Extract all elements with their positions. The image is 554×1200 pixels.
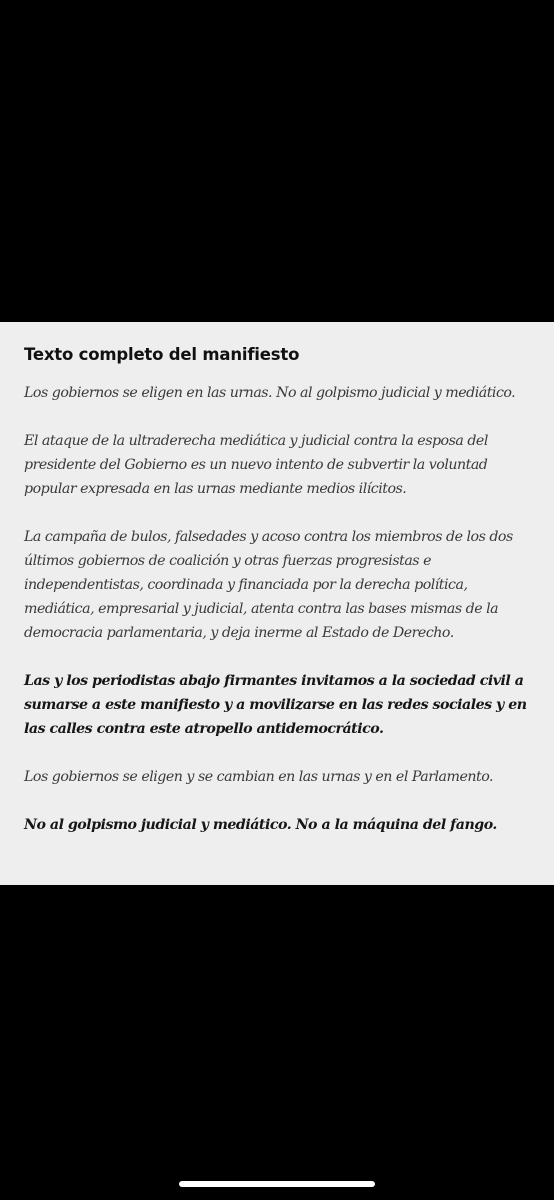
paragraph-5 bbox=[24, 765, 530, 789]
paragraph-1 bbox=[24, 381, 530, 405]
paragraph-6-closing bbox=[24, 813, 530, 837]
paragraph-4-call-to-action bbox=[24, 669, 530, 741]
paragraph-line: las calles contra este atropello antidemocrático. bbox=[24, 721, 384, 737]
paragraph-line: sumarse a este manifiesto y a movilizarse en las redes sociales y en bbox=[24, 697, 527, 713]
paragraph-line: Los gobiernos se eligen y se cambian en las urnas y en el Parlamento. bbox=[24, 769, 494, 785]
paragraph-line: No al golpismo judicial y mediático. No a la máquina del fango. bbox=[24, 817, 497, 833]
paragraph-line: El ataque de la ultraderecha mediática y judicial contra la esposa del bbox=[24, 433, 488, 449]
paragraph-line: independentistas, coordinada y financiada por la derecha política, bbox=[24, 577, 468, 593]
paragraph-line: La campaña de bulos, falsedades y acoso contra los miembros de los dos bbox=[24, 529, 513, 545]
paragraph-2 bbox=[24, 429, 530, 501]
paragraph-line: democracia parlamentaria, y deja inerme al Estado de Derecho. bbox=[24, 625, 454, 641]
article-title: Texto completo del manifiesto bbox=[24, 345, 300, 364]
paragraph-line: últimos gobiernos de coalición y otras fuerzas progresistas e bbox=[24, 553, 431, 569]
home-indicator[interactable] bbox=[179, 1181, 375, 1187]
paragraph-line: popular expresada en las urnas mediante medios ilícitos. bbox=[24, 481, 407, 497]
paragraph-line: Las y los periodistas abajo firmantes invitamos a la sociedad civil a bbox=[24, 673, 524, 689]
paragraph-line: Los gobiernos se eligen en las urnas. No al golpismo judicial y mediático. bbox=[24, 385, 516, 401]
paragraph-line: presidente del Gobierno es un nuevo intento de subvertir la voluntad bbox=[24, 457, 488, 473]
paragraph-3 bbox=[24, 525, 530, 645]
manifesto-card bbox=[0, 322, 554, 885]
paragraph-line: mediática, empresarial y judicial, atenta contra las bases mismas de la bbox=[24, 601, 499, 617]
